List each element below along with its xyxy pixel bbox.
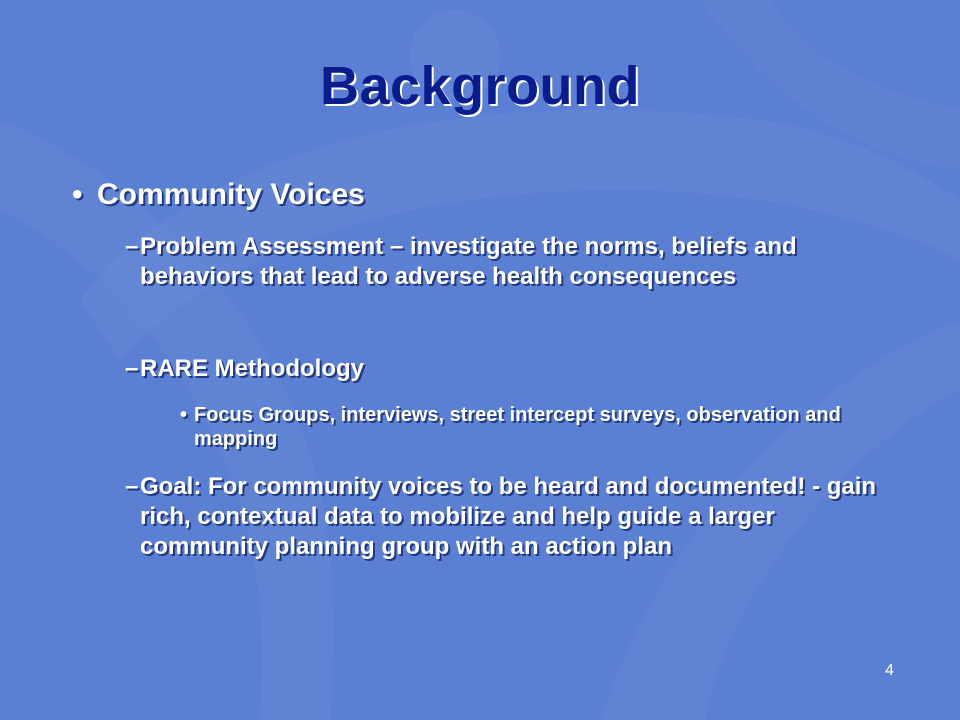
- sub-bullet-text: Problem Assessment – investigate the norms, beliefs and behaviors that lead to adverse health consequences: [140, 233, 797, 290]
- slide-title: Background: [319, 56, 641, 116]
- bullet-dot-icon: •: [180, 404, 188, 426]
- dash-icon: –: [125, 473, 139, 500]
- sub-bullet-goal: [125, 472, 885, 562]
- sub-bullet-text: Goal: For community voices to be heard and documented! - gain rich, contextual data to mobilize and help guide a larger community planning group with an action plan: [140, 473, 877, 560]
- bullet-dot-icon: •: [72, 178, 83, 211]
- slide-number: 4: [885, 662, 894, 679]
- dash-icon: –: [125, 355, 139, 382]
- sub-sub-bullet-text: Focus Groups, interviews, street intercept surveys, observation and mapping: [194, 404, 841, 450]
- sub-sub-bullet-focus-groups: [180, 403, 860, 451]
- bullet-text: Community Voices: [97, 178, 365, 211]
- sub-bullet-rare-methodology: [125, 354, 885, 384]
- sub-bullet-problem-assessment: [125, 232, 885, 292]
- dash-icon: –: [125, 233, 139, 260]
- sub-bullet-text: RARE Methodology: [140, 355, 364, 382]
